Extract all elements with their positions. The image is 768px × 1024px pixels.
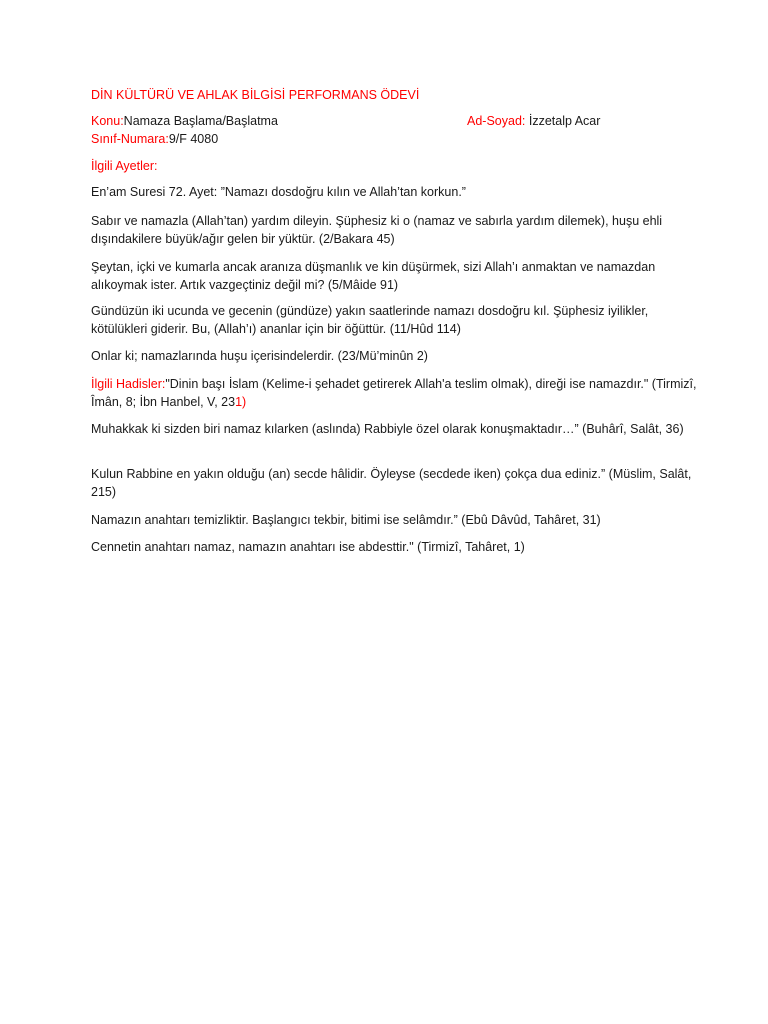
adsoyad-line <box>467 112 600 130</box>
sinif-line <box>91 130 218 148</box>
ayet-paragraph: Şeytan, içki ve kumarla ancak aranıza düşmanlık ve kin düşürmek, sizi Allah’ı anmaktan ve namazdan alıkoymak ister. Artık vazgeçtiniz değil mi? (5/Mâide 91) <box>91 260 656 292</box>
hadis-text: "Dinin başı İslam (Kelime-i şehadet getirerek Allah'a teslim olmak), direği ise namazdır." (Tirmizî, Îmân, 8; İbn Hanbel, V, 23 <box>91 377 697 409</box>
hadis-paragraph: Cennetin anahtarı namaz, namazın anahtarı ise abdesttir." (Tirmizî, Tahâret, 1) <box>91 540 525 554</box>
sinif-label: Sınıf-Numara: <box>91 132 169 146</box>
document-title: DİN KÜLTÜRÜ VE AHLAK BİLGİSİ PERFORMANS ÖDEVİ <box>91 88 420 102</box>
ayet-paragraph: En’am Suresi 72. Ayet: ”Namazı dosdoğru kılın ve Allah’tan korkun.” <box>91 185 466 199</box>
hadis-paragraph: Namazın anahtarı temizliktir. Başlangıcı tekbir, bitimi ise selâmdır.” (Ebû Dâvûd, Tahâret, 31) <box>91 513 601 527</box>
ayetler-heading: İlgili Ayetler: <box>91 159 158 173</box>
hadisler-label: İlgili Hadisler: <box>91 377 166 391</box>
hadis-paragraph: Kulun Rabbine en yakın olduğu (an) secde hâlidir. Öyleyse (secdede iken) çokça dua ediniz.” (Müslim, Salât, 215) <box>91 467 692 499</box>
konu-line <box>91 112 278 130</box>
hadis-paragraph-first <box>91 375 701 411</box>
hadis-paragraph: Muhakkak ki sizden biri namaz kılarken (aslında) Rabbiyle özel olarak konuşmaktadır…” (Buhârî, Salât, 36) <box>91 422 684 436</box>
konu-value: Namaza Başlama/Başlatma <box>123 114 278 128</box>
sinif-value: 9/F 4080 <box>168 132 219 146</box>
ayet-paragraph: Sabır ve namazla (Allah’tan) yardım dileyin. Şüphesiz ki o (namaz ve sabırla yardım dilemek), huşu ehli dışındakilere büyük/ağır gelen bir yüktür. (2/Bakara 45) <box>91 214 663 246</box>
ayet-paragraph: Gündüzün iki ucunda ve gecenin (gündüze) yakın saatlerinde namazı dosdoğru kıl. Şüphesiz iyilikler, kötülükleri giderir. Bu, (Allah’ı) ananlar için bir öğüttür. (11/Hûd 114) <box>91 304 649 336</box>
hadis-text-tail: 1) <box>235 395 247 409</box>
adsoyad-value: İzzetalp Acar <box>528 114 601 128</box>
ayet-paragraph: Onlar ki; namazlarında huşu içerisindelerdir. (23/Mü’minûn 2) <box>91 349 428 363</box>
adsoyad-label: Ad-Soyad: <box>467 114 526 128</box>
konu-label: Konu: <box>91 114 124 128</box>
